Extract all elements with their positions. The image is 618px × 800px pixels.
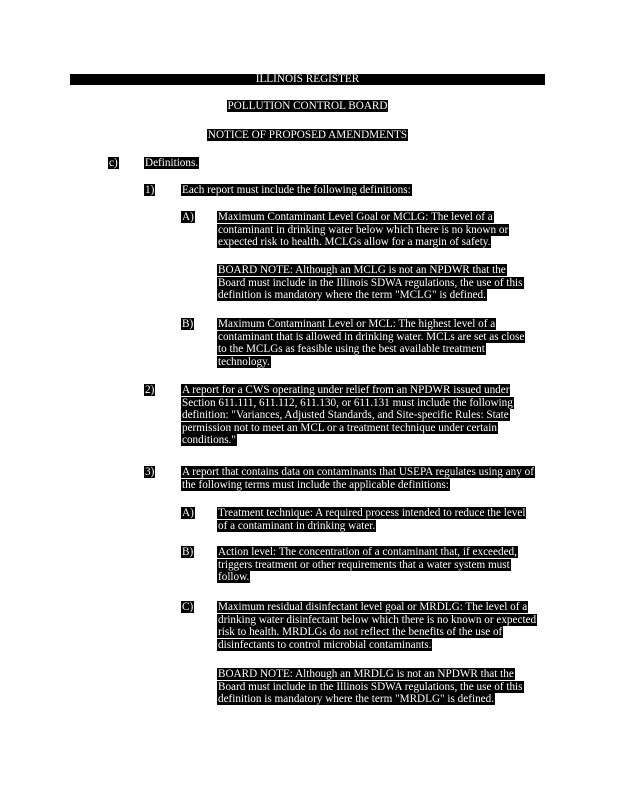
item-3a-text: Treatment technique: A required process intended to reduce the level of a contaminant in drinking water.	[218, 507, 526, 532]
item-2-text: A report for a CWS operating under relief from an NPDWR issued under Section 611.111, 611.112, 611.130, or 611.131 must include the following definition: "Variances, Adjusted Standards, and Site-specific Rules: State permission not to meet an MCL or a treatment technique under certain conditions."	[182, 384, 513, 447]
item-1a-text: Maximum Contaminant Level Goal or MCLG: The level of a contaminant in drinking water below which there is no known or expected risk to health. MCLGs allow for a margin of safety.	[218, 211, 509, 249]
agency-title: POLLUTION CONTROL BOARD	[227, 100, 388, 112]
item-3b-letter: B)	[182, 546, 194, 558]
section-title: Definitions.	[145, 157, 199, 169]
section-label: c)	[109, 157, 118, 169]
item-3c-letter: C)	[182, 601, 194, 613]
item-1a-board-note: BOARD NOTE: Although an MCLG is not an NPDWR that the Board must include in the Illinois SDWA regulations, the use of this definition is mandatory where the term "MCLG" is defined.	[218, 264, 523, 302]
item-2-number: 2)	[145, 384, 155, 396]
item-3-number: 3)	[145, 466, 155, 478]
item-3-text: A report that contains data on contaminants that USEPA regulates using any of the following terms must include the applicable definitions:	[182, 466, 534, 491]
register-title: ILLINOIS REGISTER	[255, 73, 360, 85]
item-3a-letter: A)	[182, 507, 194, 519]
item-3c-board-note: BOARD NOTE: Although an MRDLG is not an NPDWR that the Board must include in the Illinois SDWA regulations, the use of this definition is mandatory where the term "MRDLG" is defined.	[218, 668, 523, 706]
item-1a-letter: A)	[182, 211, 194, 223]
item-3c-text: Maximum residual disinfectant level goal or MRDLG: The level of a drinking water disinfectant below which there is no known or expected risk to health. MRDLGs do not reflect the benefits of the use of disinfectants to control microbial contaminants.	[218, 601, 537, 651]
item-1-text: Each report must include the following definitions:	[182, 184, 411, 196]
item-1b-text: Maximum Contaminant Level or MCL: The highest level of a contaminant that is allowed in drinking water. MCLs are set as close to the MCLGs as feasible using the best available treatment technology.	[218, 318, 525, 368]
item-3b-text: Action level: The concentration of a contaminant that, if exceeded, triggers treatment or other requirements that a water system must follow.	[218, 546, 517, 584]
item-1-number: 1)	[145, 184, 155, 196]
notice-title: NOTICE OF PROPOSED AMENDMENTS	[207, 129, 408, 141]
item-1b-letter: B)	[182, 318, 194, 330]
